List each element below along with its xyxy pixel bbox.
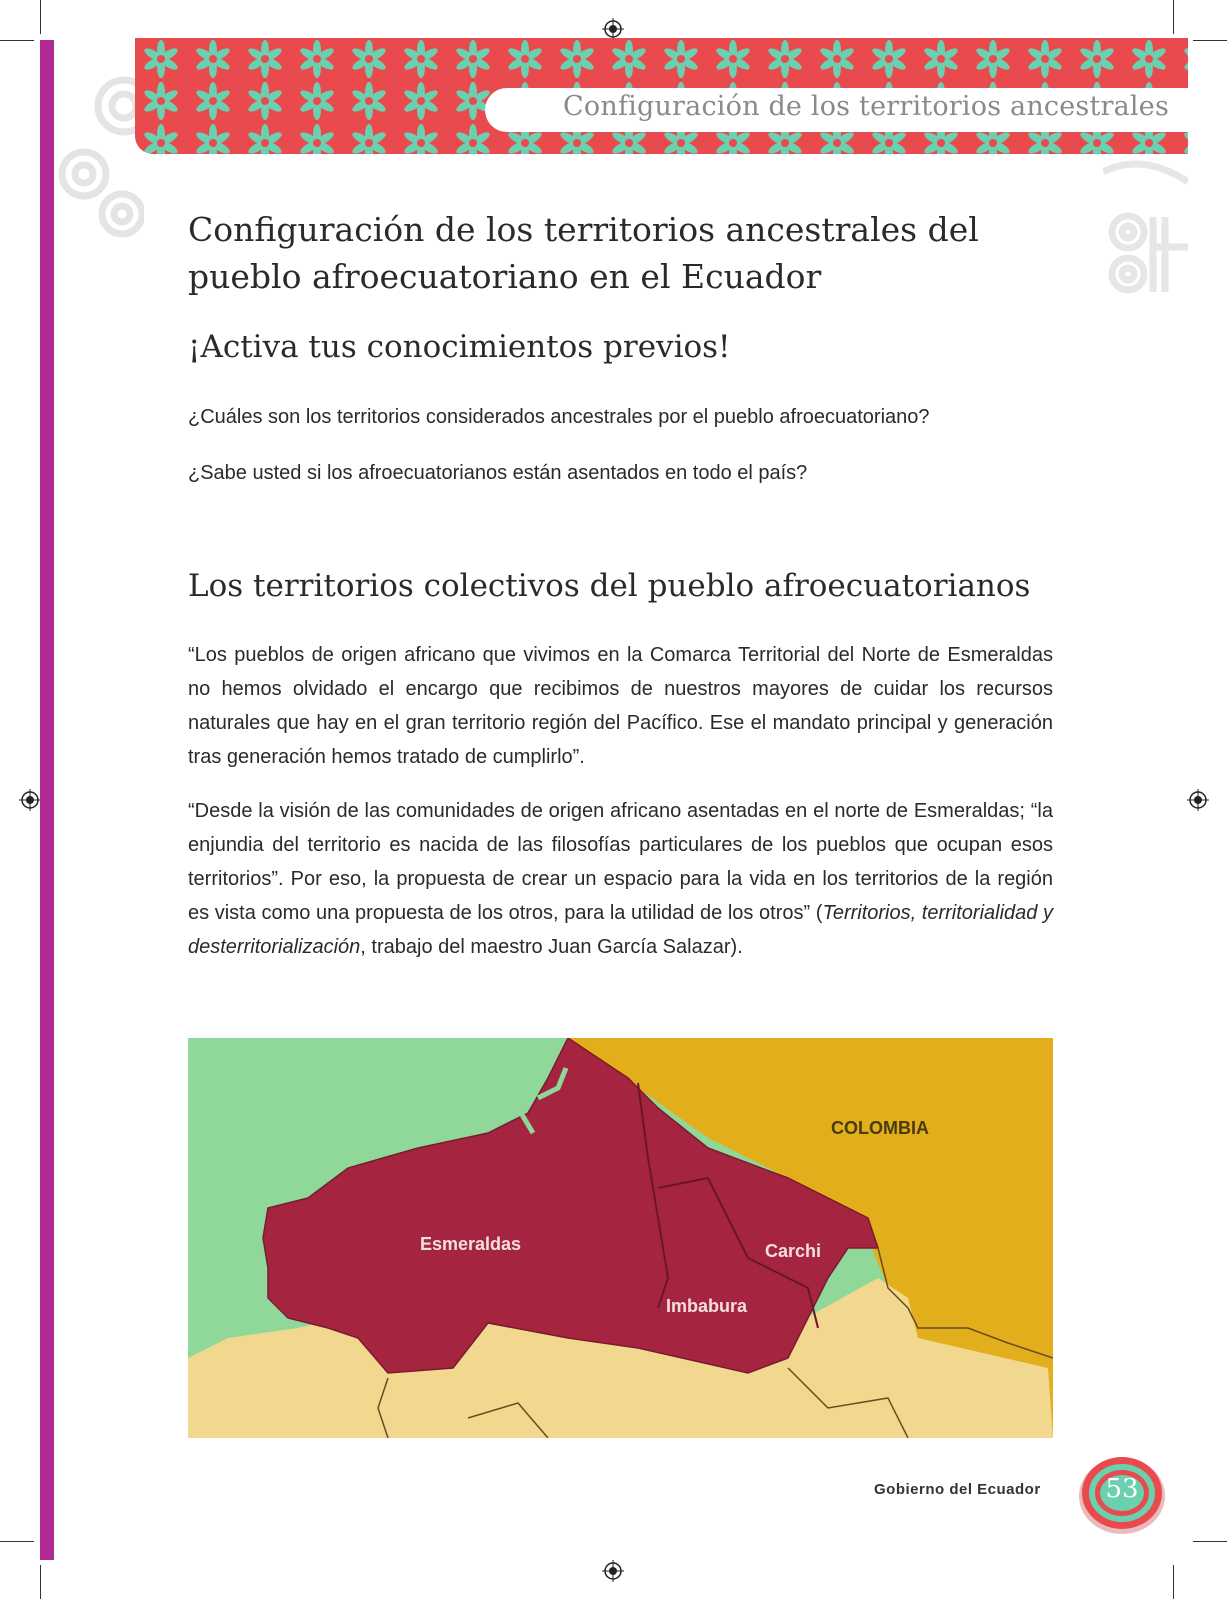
question: ¿Cuáles son los territorios considerados ancestrales por el pueblo afroecuatoriano? (188, 406, 930, 428)
map-label-colombia: COLOMBIA (831, 1118, 929, 1138)
swirl-ornament-icon (1103, 152, 1188, 302)
crop-mark (1173, 0, 1174, 34)
citation-title: Territorios, territorialidad y desterritorialización (188, 902, 1053, 958)
crop-mark (40, 1565, 41, 1599)
crop-mark (1193, 40, 1227, 41)
registration-mark-icon (602, 1560, 624, 1582)
paragraph-text: , trabajo del maestro Juan García Salazar). (360, 936, 743, 958)
map-label-esmeraldas: Esmeraldas (420, 1234, 522, 1254)
quote-paragraph (188, 794, 1053, 964)
section-heading: ¡Activa tus conocimientos previos! (188, 329, 731, 365)
page-number: 53 (1105, 1474, 1139, 1504)
quote-paragraph: “Los pueblos de origen africano que vivimos en la Comarca Territorial del Norte de Esmeraldas no hemos olvidado el encargo que recibimos de nuestros mayores de cuidar los recursos naturales que hay en el gran territorio región del Pacífico. Ese el mandato principal y generación tras generación hemos tratado de cumplirlo”. (188, 644, 1053, 768)
territory-map (188, 1038, 1053, 1438)
crop-mark (1173, 1565, 1174, 1599)
publisher-label: Gobierno del Ecuador (874, 1481, 1041, 1498)
crop-mark (1193, 1541, 1227, 1542)
map-label-imbabura: Imbabura (666, 1296, 748, 1316)
swirl-ornament-icon (54, 44, 144, 244)
accent-bar (40, 40, 54, 1560)
crop-mark (40, 0, 41, 34)
paragraph-text: “Desde la visión de las comunidades de origen africano asentadas en el norte de Esmeraldas; “la enjundia del territorio es nacida de las filosofías particulares de los pueblos que ocupan esos territorios”. Por eso, la propuesta de crear un espacio para la vida en los territorios de la región es vista como una propuesta de los otros, para la utilidad de los otros” ( (188, 800, 1053, 924)
page-title: Configuración de los territorios ancestrales del pueblo afroecuatoriano en el Ecuador (188, 210, 979, 296)
section-heading: Los territorios colectivos del pueblo afroecuatorianos (188, 568, 1031, 604)
registration-mark-icon (19, 789, 41, 811)
crop-mark (0, 40, 34, 41)
registration-mark-icon (1187, 789, 1209, 811)
registration-mark-icon (602, 18, 624, 40)
question: ¿Sabe usted si los afroecuatorianos están asentados en todo el país? (188, 462, 808, 484)
crop-mark (0, 1541, 34, 1542)
running-title: Configuración de los territorios ancestrales (563, 91, 1169, 122)
map-label-carchi: Carchi (765, 1241, 822, 1261)
